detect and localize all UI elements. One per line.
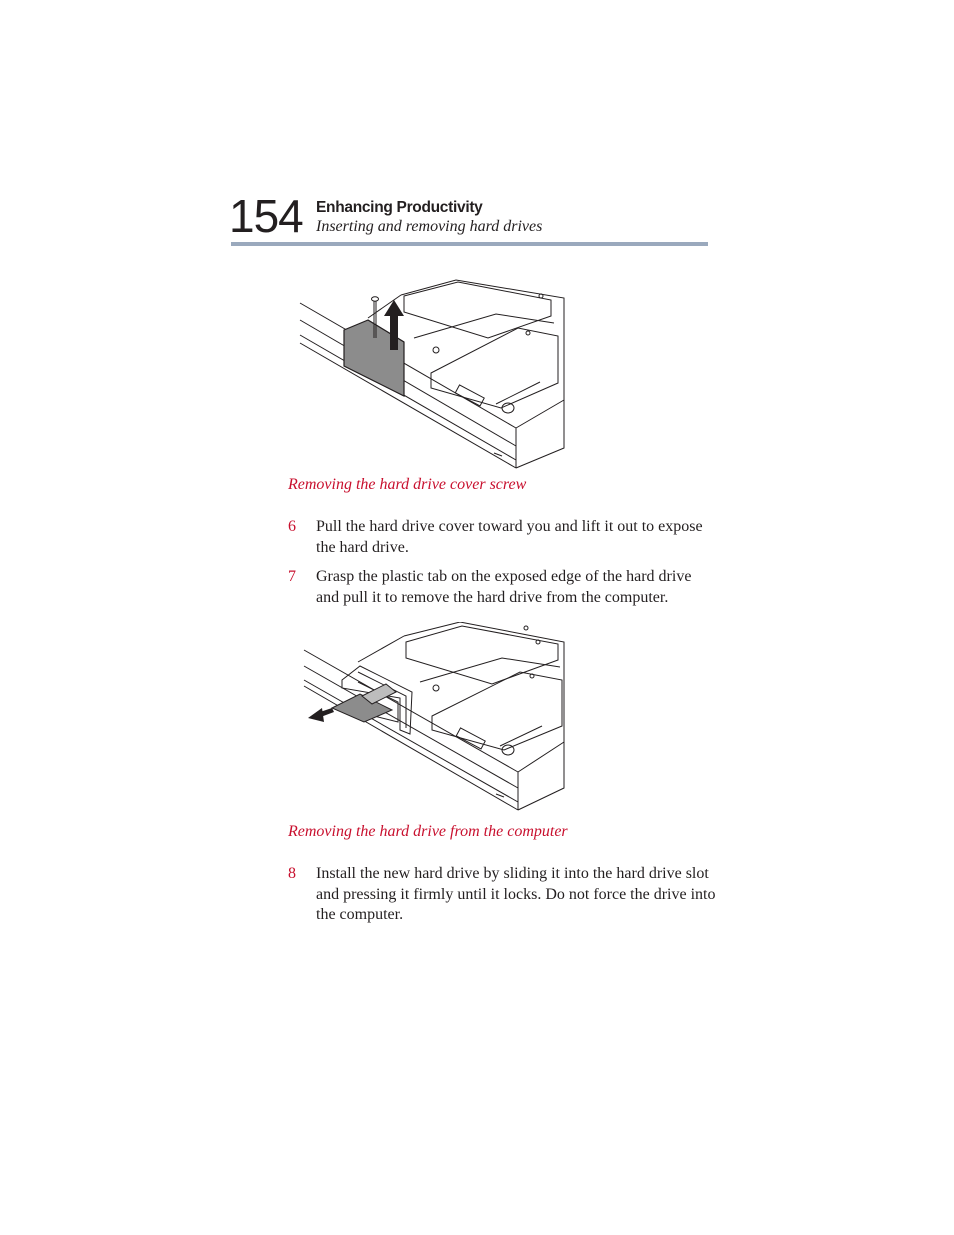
figure-caption: Removing the hard drive cover screw	[288, 476, 527, 493]
step-number: 8	[288, 865, 296, 882]
section-title: Inserting and removing hard drives	[316, 218, 543, 235]
figure-caption: Removing the hard drive from the computer	[288, 823, 568, 840]
header-rule	[231, 242, 708, 246]
step-text: Pull the hard drive cover toward you and lift it out to expose the hard drive.	[316, 518, 703, 556]
running-header	[316, 199, 542, 236]
figure-remove-cover-screw	[296, 278, 568, 472]
figure-remove-hard-drive	[302, 622, 568, 814]
step-number: 7	[288, 568, 296, 585]
step-number: 6	[288, 518, 296, 535]
page-number: 154	[229, 190, 303, 242]
step-text: Grasp the plastic tab on the exposed edge of the hard drive and pull it to remove the hard drive from the computer.	[316, 568, 692, 606]
chapter-title: Enhancing Productivity	[316, 199, 483, 216]
step-text: Install the new hard drive by sliding it into the hard drive slot and pressing it firmly until it locks. Do not force the drive into the computer.	[316, 865, 716, 923]
